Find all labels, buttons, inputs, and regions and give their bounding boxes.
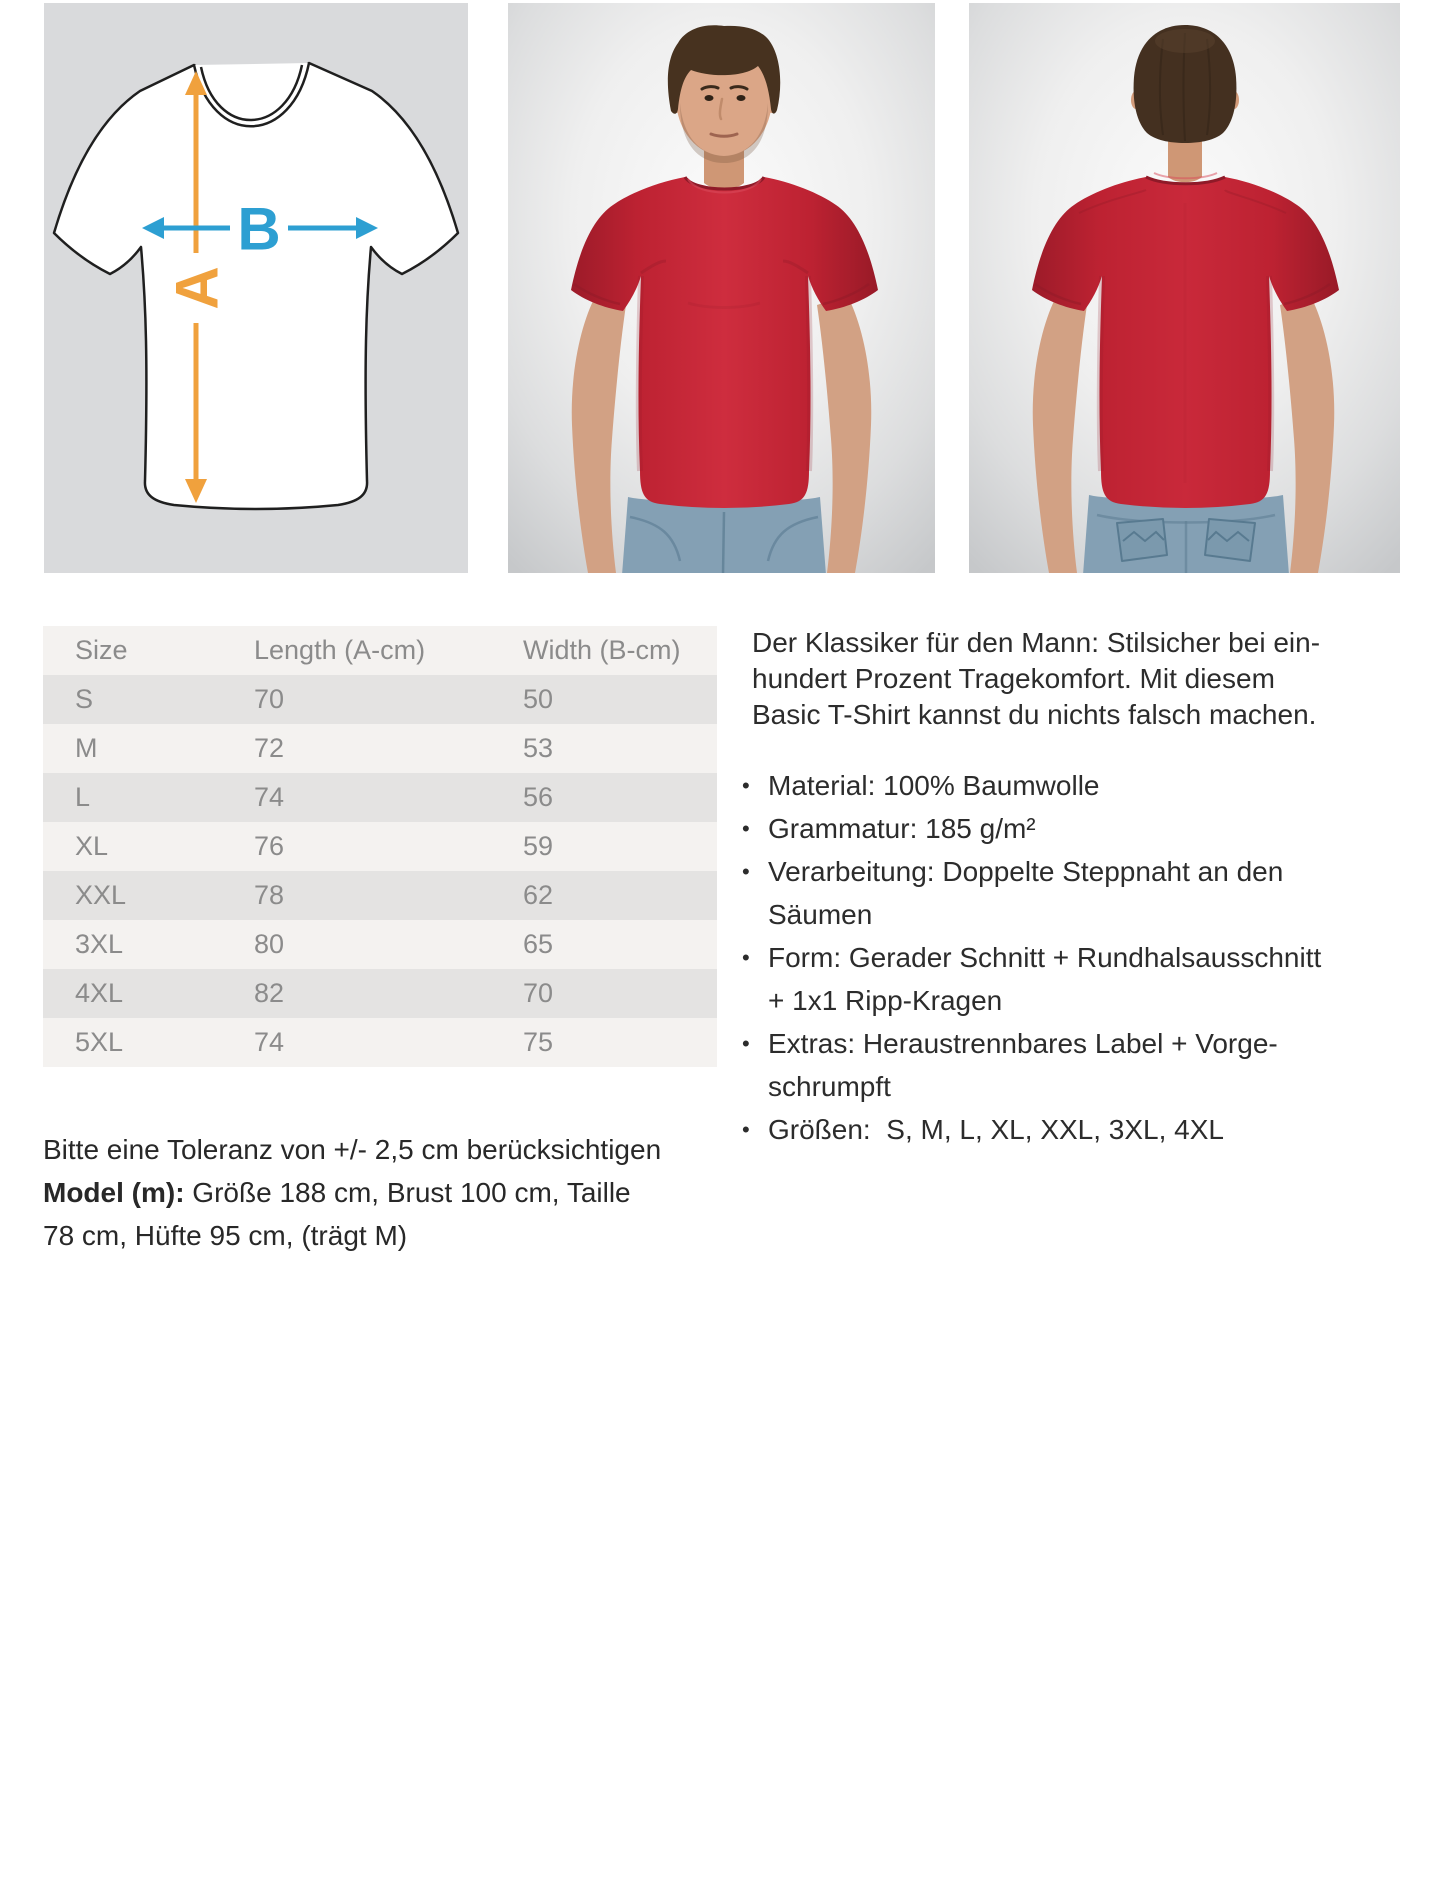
size-table: [43, 626, 717, 1067]
intro-line: Der Klassiker für den Mann: Stilsicher bei ein-: [752, 627, 1321, 658]
feature-groessen: • Größen: S, M, L, XL, XXL, 3XL, 4XL: [752, 1108, 1442, 1151]
feature-grammatur: • Grammatur: 185 g/m²: [752, 807, 1442, 850]
model-note-line2: 78 cm, Hüfte 95 cm, (trägt M): [43, 1220, 408, 1251]
table-row: [43, 920, 717, 969]
cell-width: 56: [523, 782, 554, 812]
intro-line: Basic T-Shirt kannst du nichts falsch machen.: [752, 699, 1317, 730]
cell-size: S: [75, 684, 94, 714]
hair-highlight: [1155, 29, 1215, 53]
table-row: [43, 724, 717, 773]
cell-size: 3XL: [75, 929, 124, 959]
cell-width: 53: [523, 733, 554, 763]
cell-length: 72: [254, 733, 285, 763]
cell-length: 80: [254, 929, 285, 959]
model-front-photo: [508, 3, 935, 573]
cell-size: M: [75, 733, 98, 763]
cell-length: 82: [254, 978, 285, 1008]
description-intro: [752, 625, 1442, 733]
cell-size: L: [75, 782, 91, 812]
table-row: [43, 871, 717, 920]
model-back-photo: [969, 3, 1400, 573]
model-front-illustration: [508, 3, 935, 573]
model-note-label: Model (m):: [43, 1177, 185, 1208]
product-description: [752, 625, 1442, 1151]
feature-verarbeitung: • Verarbeitung: Doppelte Steppnaht an den Säumen: [752, 850, 1442, 936]
length-label: A: [163, 266, 231, 310]
feature-list: [752, 764, 1442, 1151]
size-table-header-row: [43, 626, 717, 675]
tolerance-line: Bitte eine Toleranz von +/- 2,5 cm berücksichtigen: [43, 1134, 662, 1165]
model-note-rest: Größe 188 cm, Brust 100 cm, Taille: [184, 1177, 631, 1208]
table-row: [43, 675, 717, 724]
table-row: [43, 822, 717, 871]
cell-length: 70: [254, 684, 285, 714]
cell-width: 65: [523, 929, 554, 959]
tolerance-note: [43, 1128, 661, 1257]
cell-size: 4XL: [75, 978, 124, 1008]
column-header-width: Width (B-cm): [523, 635, 681, 665]
intro-line: hundert Prozent Tragekomfort. Mit diesem: [752, 663, 1275, 694]
size-diagram-panel: [44, 3, 468, 573]
cell-size: XL: [75, 831, 109, 861]
eye-left: [705, 95, 714, 101]
column-header-length: Length (A-cm): [254, 635, 426, 665]
table-row: [43, 1018, 717, 1067]
table-row: [43, 773, 717, 822]
cell-width: 62: [523, 880, 554, 910]
model-back-illustration: [969, 3, 1400, 573]
cell-length: 74: [254, 782, 285, 812]
column-header-size: Size: [75, 635, 128, 665]
width-label: B: [237, 195, 281, 263]
tshirt-measurement-diagram: [44, 3, 468, 573]
cell-length: 78: [254, 880, 285, 910]
cell-size: 5XL: [75, 1027, 124, 1057]
cell-length: 76: [254, 831, 285, 861]
feature-form: • Form: Gerader Schnitt + Rundhalsausschnitt + 1x1 Ripp-Kragen: [752, 936, 1442, 1022]
cell-width: 75: [523, 1027, 554, 1057]
cell-width: 59: [523, 831, 554, 861]
jeans: [622, 497, 826, 573]
cell-length: 74: [254, 1027, 285, 1057]
feature-extras: • Extras: Heraustrennbares Label + Vorge- schrumpft: [752, 1022, 1442, 1108]
cell-width: 50: [523, 684, 554, 714]
table-row: [43, 969, 717, 1018]
cell-width: 70: [523, 978, 554, 1008]
eye-right: [737, 95, 746, 101]
cell-size: XXL: [75, 880, 127, 910]
feature-material: • Material: 100% Baumwolle: [752, 764, 1442, 807]
